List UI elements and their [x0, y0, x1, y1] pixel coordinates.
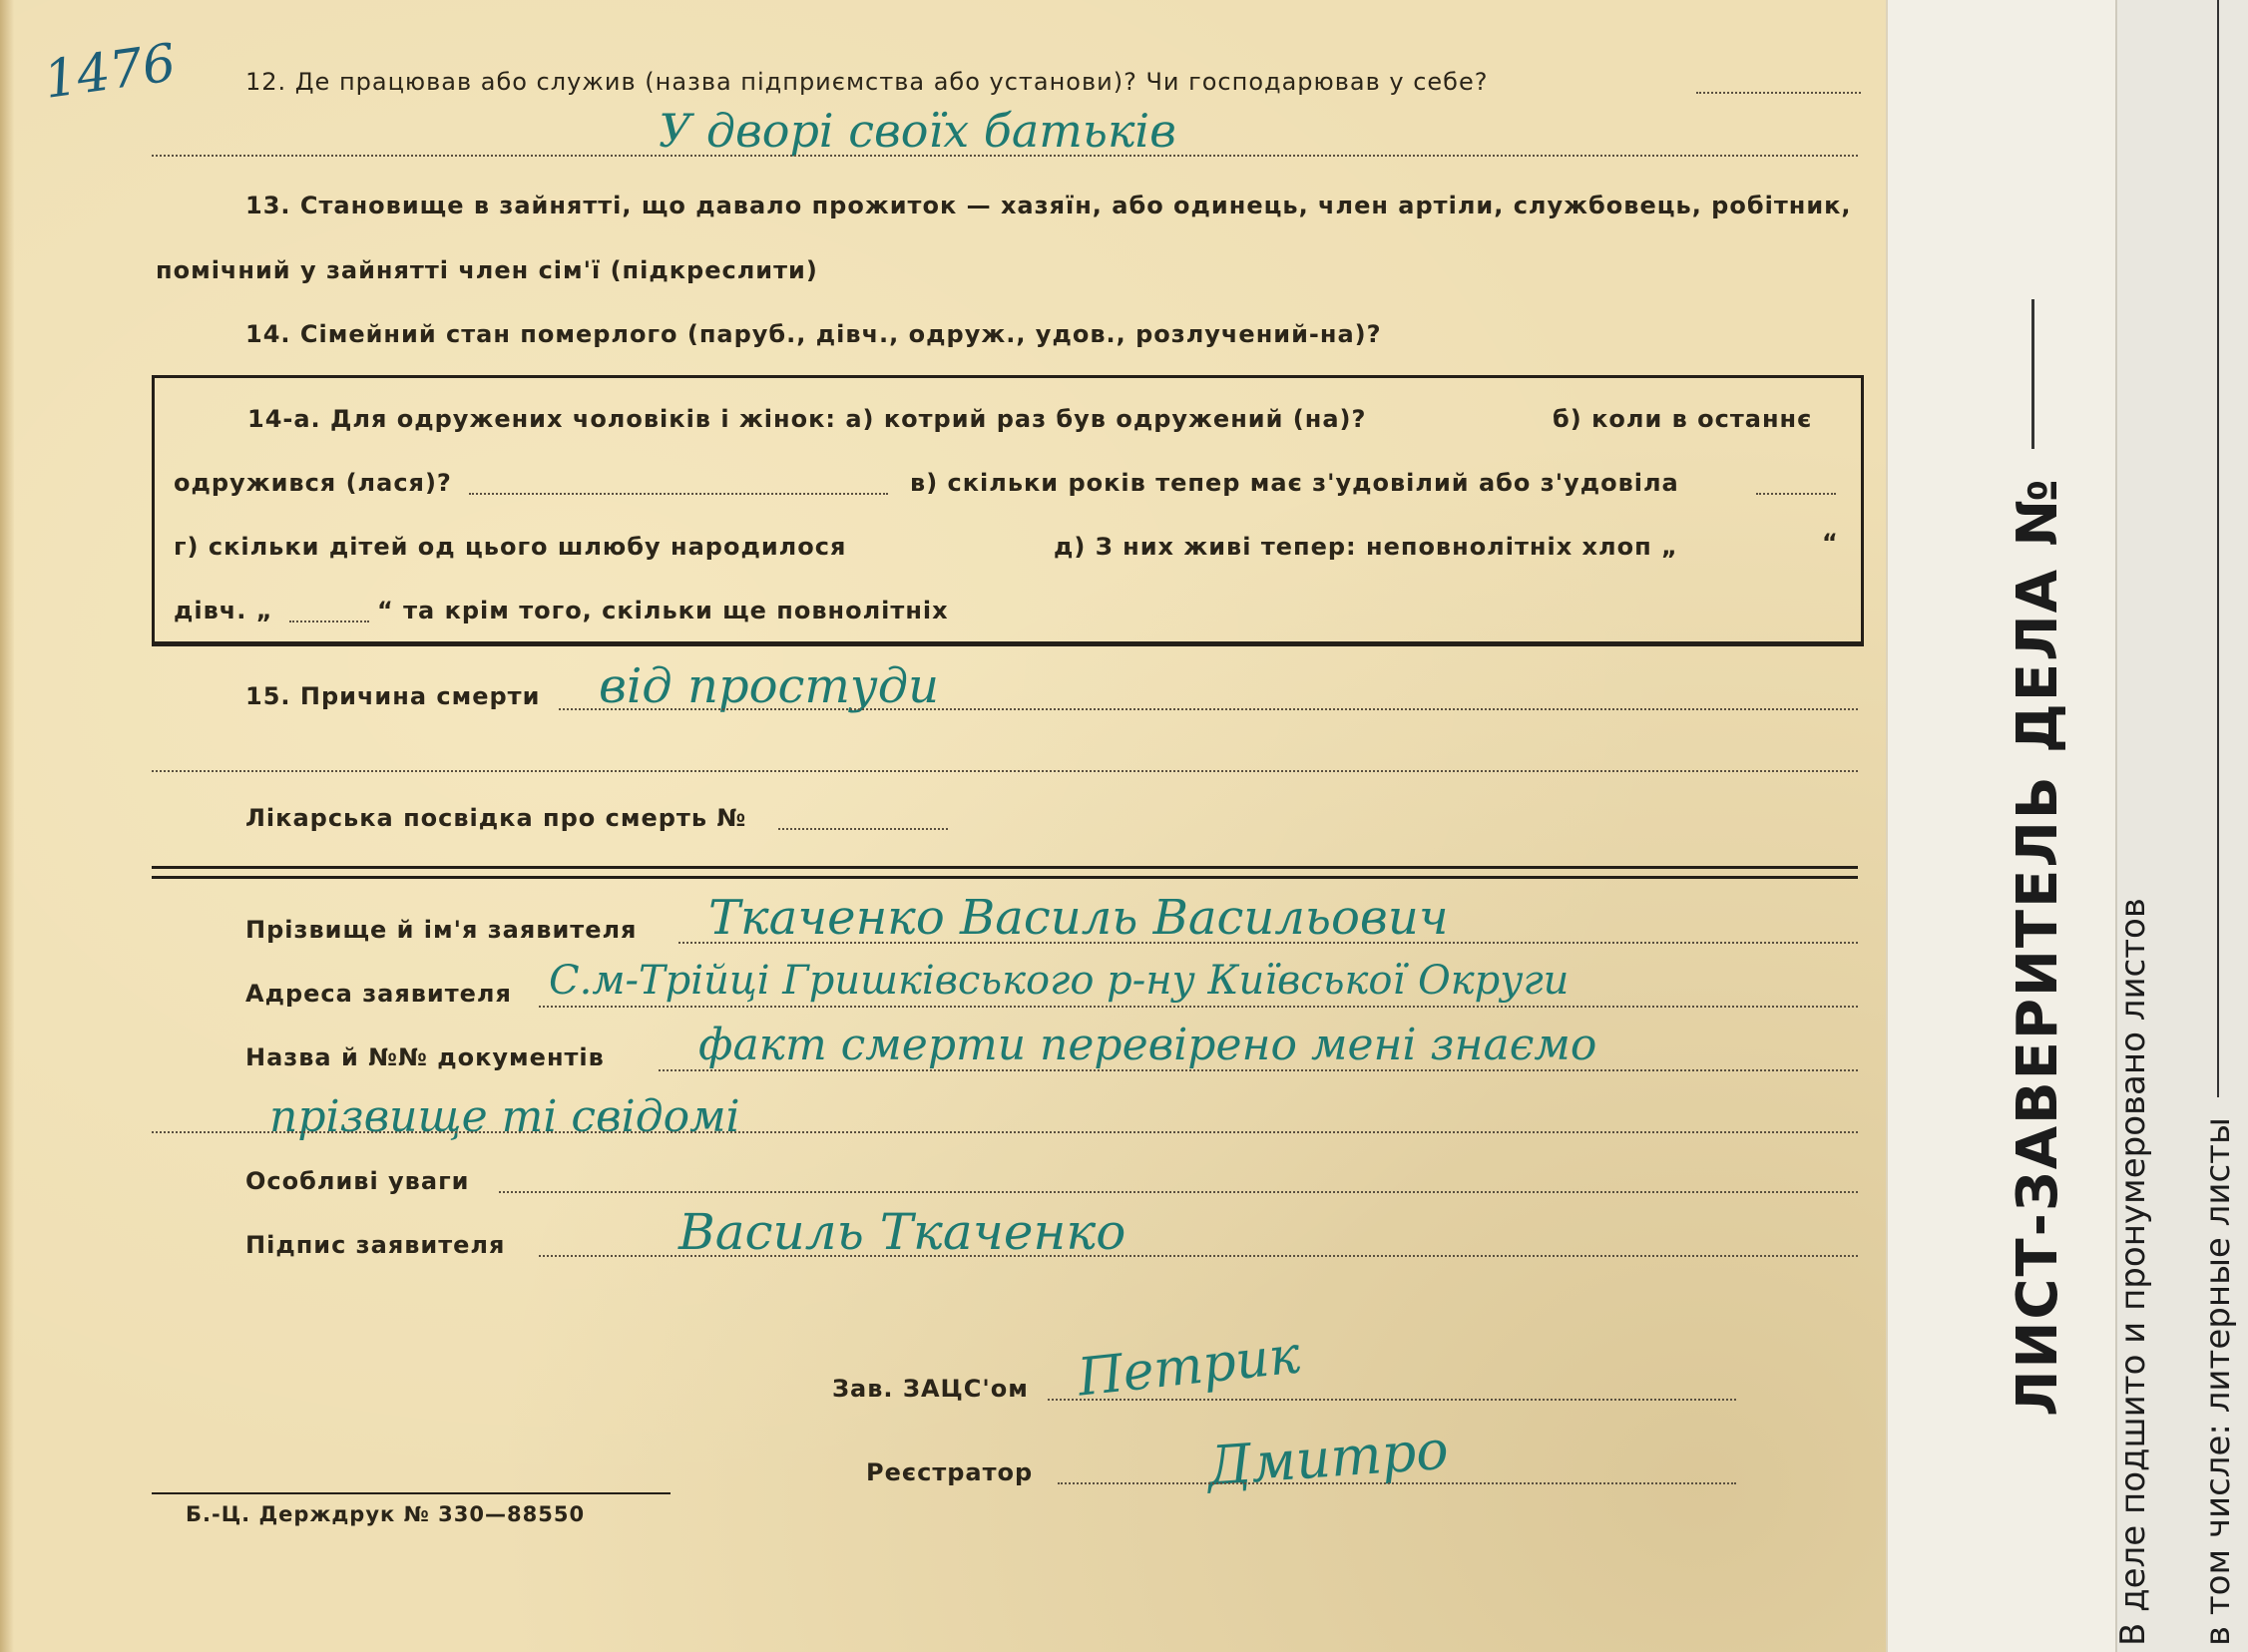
divider-bottom — [152, 876, 1858, 879]
registrar-label: Реєстратор — [866, 1458, 1034, 1486]
head-signature: Петрик — [1075, 1325, 1303, 1409]
applicant-address-value: С.м-Трійці Гришківського р-ну Київської Округи — [549, 958, 1570, 1004]
archive-number: 1476 — [40, 33, 180, 111]
q12-answer-line — [152, 155, 1858, 157]
certification-line-1: В деле подшито и пронумеровано листов — [2113, 898, 2153, 1646]
q14-label: 14. Сімейний стан померлого (паруб., дівч., одруж., удов., розлучений-на)? — [245, 320, 1382, 348]
q14a-line1b: б) коли в останнє — [1553, 405, 1813, 433]
q14a-line3c: “ — [1822, 529, 1839, 557]
q14a-line4-dots — [289, 620, 369, 622]
head-line — [1048, 1399, 1736, 1401]
q14a-line3a: г) скільки дітей од цього шлюбу народилося — [174, 533, 847, 561]
q15-line — [559, 708, 1858, 710]
certification-title: ЛИСТ-ЗАВЕРИТЕЛЬ ДЕЛА № — [2006, 477, 2070, 1417]
q14a-line3b: д) З них живі тепер: неповнолітніх хлоп „ — [1054, 533, 1678, 561]
head-label: Зав. ЗАЦС'ом — [832, 1375, 1029, 1403]
q15-label: 15. Причина смерти — [245, 682, 541, 710]
q13-line1: 13. Становище в зайнятті, що давало прожиток — хазяїн, або одинець, член артіли, службовець, робітник, — [245, 192, 1852, 219]
divider-top — [152, 866, 1858, 869]
registrar-line — [1058, 1482, 1736, 1484]
q13-line2: помічний у зайнятті член сім'ї (підкреслити) — [156, 256, 818, 284]
applicant-docs-value-1: факт смерти перевірено мені знаємо — [698, 1020, 1597, 1070]
q14a-line2b-dots — [1756, 493, 1836, 495]
q12-answer: У дворі своїх батьків — [659, 104, 1176, 158]
q14a-line2a: одружився (лася)? — [174, 469, 452, 497]
sheet-edge — [0, 0, 14, 1652]
medical-label: Лікарська посвідка про смерть № — [245, 804, 747, 832]
applicant-docs-value-2: прізвище ті свідомі — [269, 1091, 740, 1142]
certification-line-2: в том числе: литерные листы — [2198, 1117, 2238, 1646]
q14a-line2b: в) скільки років тепер має з'удовілий або з'удовіла — [910, 469, 1679, 497]
applicant-sign-label: Підпис заявителя — [245, 1231, 506, 1259]
applicant-notes-line — [499, 1191, 1858, 1193]
q12-dots — [1696, 92, 1861, 94]
printer-imprint: Б.-Ц. Держдрук № 330—88550 — [186, 1502, 586, 1526]
q14a-line4a: дівч. „ — [174, 597, 273, 624]
applicant-docs-line — [659, 1069, 1858, 1071]
applicant-sign-line — [539, 1255, 1858, 1257]
q14a-line1a: 14-а. Для одружених чоловіків і жінок: а) котрий раз був одружений (на)? — [247, 405, 1367, 433]
applicant-notes-label: Особливі уваги — [245, 1167, 470, 1195]
q14a-line2-dots — [469, 493, 888, 495]
certification-line-2-rule — [2217, 0, 2219, 1097]
q12-label: 12. Де працював або служив (назва підприємства або установи)? Чи господарював у себе? — [245, 68, 1489, 96]
applicant-address-line — [539, 1006, 1858, 1008]
printer-rule — [152, 1492, 671, 1494]
applicant-docs-label: Назва й №№ документів — [245, 1043, 605, 1071]
applicant-name-value: Ткаченко Василь Васильович — [708, 890, 1449, 946]
q15-line-2 — [152, 770, 1858, 772]
applicant-address-label: Адреса заявителя — [245, 980, 512, 1008]
registrar-signature: Дмитро — [1205, 1418, 1451, 1498]
q14a-line4b: “ та крім того, скільки ще повнолітніх — [377, 597, 949, 624]
q15-answer: від простуди — [599, 658, 940, 714]
applicant-docs-line-2 — [152, 1131, 1858, 1133]
applicant-name-label: Прізвище й ім'я заявителя — [245, 916, 638, 944]
applicant-sign-value: Василь Ткаченко — [678, 1203, 1126, 1261]
medical-dots — [778, 828, 948, 830]
certification-title-line — [2031, 299, 2034, 449]
applicant-name-line — [678, 942, 1858, 944]
